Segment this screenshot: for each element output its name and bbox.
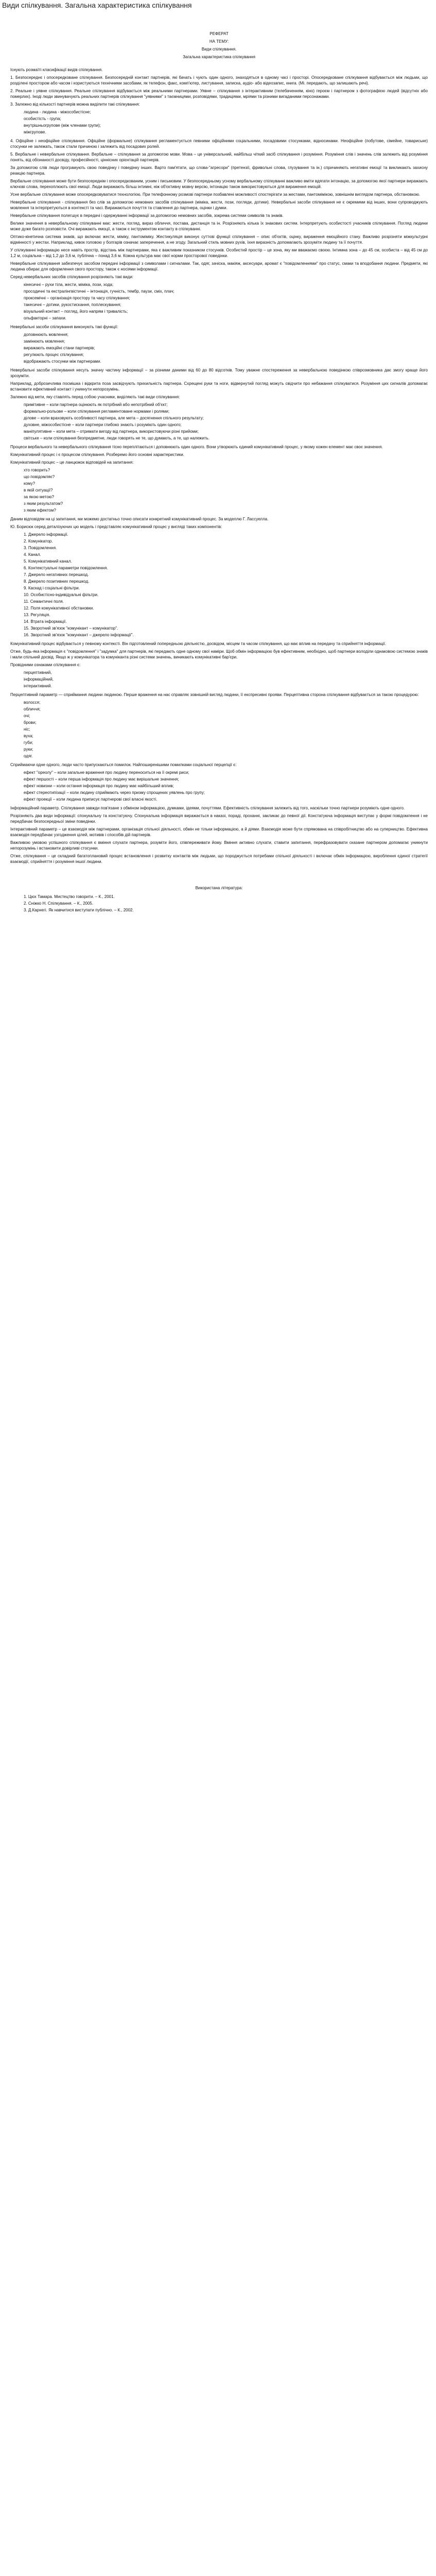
bullet-list [24, 467, 428, 513]
list-item: міжгрупове. [24, 130, 46, 134]
paragraph: 2. Реальне і уявне спілкування. Реальне спілкування відбувається між реальними партнерами. Уявне – спілкування з інтерактивним (телебаченням, кіно) героєм і партнером з фотографією людей (відсутніх або померлих). Іноді люди звинувачують реальних партнерів спілкування "уявними" з таємницями, розповідями, традиціями, мріями та різними вигаданими персонажами. [10, 89, 428, 99]
bullet-list [24, 670, 428, 689]
list-item: ефект проекції – коли людина приписує партнерові свої власні якості. [24, 797, 158, 802]
list-item: з яким ефектом? [24, 508, 56, 513]
bullet-list [24, 332, 428, 364]
literature-title: Використана література: [195, 886, 243, 890]
list-item: хто говорить? [24, 468, 50, 472]
list-item: ефект стереотипізації – коли людину сприймають через призму спрощених уявлень про групу; [24, 790, 205, 795]
list-item: очі; [24, 714, 30, 718]
list-item: виражають емоційні стани партнерів; [24, 346, 95, 350]
page-title: Види спілкування. Загальна характеристика спілкування [2, 1, 192, 9]
list-item: ефект новизни – коли остання інформація про людину має найбільший вплив; [24, 784, 174, 788]
list-item: 5. Комунікативний канал. [24, 559, 72, 564]
list-item: інформаційний, [24, 677, 54, 682]
paragraph: Отже, спілкування – це складний багатоплановий процес встановлення і розвитку контактів між людьми, що породжується потребами спільної діяльності і включає обмін інформацією, вироблення єдиної стратегії взаємодії, сприйняття і розуміння іншої людини. [10, 854, 428, 864]
list-item: 12. Поля комунікативної обстановки. [24, 606, 94, 611]
topic-subtitle: Загальна характеристика спілкування [183, 55, 255, 59]
paragraph: Комунікативний процес відбувається у певному контексті. Він підготовлений попередньою діяльністю, досвідом, місцем та часом спілкування, що має вплив на передачу та сприйняття інформації. [10, 641, 387, 646]
literature-item: 3. Д.Карнегі. Як навчитися виступати публічно. – К., 2002. [24, 908, 134, 912]
list-item: ніс; [24, 727, 30, 732]
list-item: ділове – коли враховують особливості партнера, але мета – досягнення спільного результату; [24, 416, 204, 420]
paragraph: Невербальне спілкування - спілкування без слів за допомогою немовних засобів спілкування (міміка, жести, пози, погляди, дотики). Невербальні засоби спілкування не є окремими від інших, вони супроводжують мовлення та інтерпретуються в контексті та часі. Виражаються почуття та ставлення до партнера, оцінки і думки. [10, 200, 428, 210]
paragraph: Невербальне спілкування полегшує в передачі і одержуванні інформації за допомогою немовних засобів, зокрема системи символів та знаків. [10, 213, 284, 218]
list-item: 6. Контекстуальні параметри повідомлення. [24, 566, 108, 570]
paragraph: Невербальні засоби спілкування несуть значну частину інформації – за різними даними від 60 до 80 відсотків. Тому уважне спостереження за невербальною поведінкою співрозмовника дає змогу краще його зрозуміти. [10, 368, 428, 378]
paragraph: Комунікативний процес і є процесом спілкування. Розберемо його основні характеристики. [10, 452, 184, 457]
paragraph: Інформаційний параметр. Спілкування завжди пов'язане з обміном інформацією, думками, ідеями, почуттями. Ефективність спілкування залежить від того, наскільки точно партнери розуміють одне одного. [10, 806, 405, 810]
literature-list [24, 894, 428, 913]
paragraph: Перцептивний параметр — сприймання людини людиною. Перше враження на нас справляє зовнішній вигляд людини, її експресивні прояви. Перцептивна сторона спілкування відбувається за такою процедурою: [10, 692, 419, 697]
bullet-list [24, 532, 428, 638]
paragraph: 4. Офіційне і неофіційне спілкування. Офіційне (формальне) спілкування регламентується певними офіційними соціальними, посадовими стосунками, відносинами. Неофіційне (побутове, сімейне, товариське) стосунки не залежать, також стали причиною і залежить від посадових ролей. [10, 139, 428, 149]
topic-label: НА ТЕМУ: [209, 39, 229, 44]
list-item: 3. Повідомлення. [24, 546, 57, 550]
paragraph: 3. Залежно від кількості партнерів можна виділити такі спілкування: [10, 102, 140, 107]
paragraph: Ю. Борисюк серед деталізуючих цю модель і представляє комунікативний процес у вигляді таких компонентів: [10, 524, 222, 529]
paragraph: Отже, будь-яка інформація є "повідомлення" і "задумка" для партнерів, які передають одне одному свої наміри. Щоб обмін інформацією був ефективним, необхідно, щоб партнери володіли однаковою системою знаків і мали спільний досвід. Якщо ж у комунікатора та комуніканта різні системи значень, виникають комунікативні бар'єри. [10, 649, 428, 659]
bullet-list [24, 402, 428, 441]
literature-item: 1. Цюх Тамара. Мистецтво говорити. – К., 2001. [24, 894, 115, 899]
list-item: духовне, міжособистісне – коли партнери глибоко знають і розуміють один одного; [24, 422, 182, 427]
list-item: руки; [24, 747, 33, 752]
list-item: з яким результатом? [24, 501, 63, 506]
paragraph: 5. Вербальне і невербальне спілкування. Вербальне – спілкування за допомогою мови. Мова – це універсальний, найбільш чіткий засіб спілкування і розуміння. Розуміння слів і значень слів залежить від розуміння понять, від обізнаності досвіду, професійності, ціннісних орієнтацій партнерів. [10, 152, 428, 162]
ref-label: РЕФЕРАТ [210, 31, 229, 36]
bullet-list [24, 282, 428, 321]
list-item: маніпулятивне – коли мета – отримати вигоду від партнера, використовуючи різні прийоми; [24, 429, 199, 434]
sections [10, 75, 428, 865]
list-item: формально-рольове – коли спілкування регламентоване нормами і ролями; [24, 409, 170, 414]
list-item: 2. Комунікатор. [24, 539, 53, 544]
list-item: замінюють мовлення; [24, 339, 65, 344]
paragraph: Серед невербальних засобів спілкування розрізняють такі види: [10, 275, 134, 279]
list-item: 13. Регуляція. [24, 613, 50, 617]
paragraph: Даним відповідям на ці запитання, ми можемо достатньо точно описати конкретний комунікативний процес. За моделлю Г. Лассуелла. [10, 517, 269, 521]
list-item: 1. Джерело інформації. [24, 532, 68, 537]
list-item: внутрішньогрупове (між членами групи); [24, 123, 101, 128]
literature-item: 2. Сніжко Н. Спілкування. – К., 2005. [24, 901, 94, 906]
list-item: кому? [24, 481, 36, 486]
paragraph: 1. Безпосереднє і опосередковане спілкування. Безпосередній контакт партнерів, які бачать і чують один одного, знаходяться в одному часі і просторі. Опосередковане спілкування відбувається між людьми, що розділені простором або часом і користуються технічними засобами, як телефон, факс, комп'ютер, листування, записка, аудіо- або відеозапис, книга. (Мі. передають, що залишають речі). [10, 75, 428, 86]
paragraph: Усне вербальне спілкування може опосередковуватися технологією. При телефонному розмові партнери позбавлені можливості спостерігати за жестами, пантомімікою, зовнішнім виглядом партнера, обстановкою. [10, 192, 421, 197]
paragraph: У спілкуванні інформацію несе навіть простір, відстань між партнерами, яка є важливим показником стосунків. Особистий простір – це зона, яку ми вважаємо своєю. Інтимна зона – до 45 см, особиста – від 45 см до 1,2 м, соціальна – від 1,2 до 3,6 м, публічна – понад 3,6 м. Кожна культура має свої норми просторової поведінки. [10, 248, 428, 258]
paragraph: Розрізняють два види інформації: спонукальну та констатуючу. Спонукальна інформація виражається в наказі, пораді, проханні, закликає до певної дії. Констатуюча інформація виступає у формі повідомлення і не передбачає безпосередньої зміни поведінки. [10, 814, 428, 824]
bullet-list [24, 109, 428, 135]
list-item: одяг. [24, 754, 33, 758]
list-item: кінесичні – рухи тіла, жести, міміка, пози, хода; [24, 282, 114, 287]
list-item: в якій ситуації? [24, 488, 53, 493]
list-item: 10. Особистісно-індивідуальні фільтри. [24, 592, 99, 597]
list-item: перцептивний, [24, 670, 52, 675]
list-item: що повідомляє? [24, 474, 55, 479]
paragraph: Вербальне спілкування може бути безпосереднім і опосередкованим, усним і письмовим. У безпосередньому усному вербальному спілкуванні важливо вміти вдягати інтонацію, за допомогою якої партнери виражають ключові слова, перехоплюють свої емоції. Люди виражають більш інтимні, ніж об'єктивну мовну версію, інтонацію також використовуються для вираження емоцій. [10, 179, 428, 189]
paragraph: Невербальне спілкування забезпечує засобом передачі інформації з символами і сигналами. Так, одяг, зачіска, макіяж, аксесуари, аромат є "повідомленнями" про статус, смаки та вподобання людини. Предмети, які людина обирає для оформлення свого простору, також є носіями інформації. [10, 261, 428, 272]
paragraph: Провідними ознаками спілкування є: [10, 663, 81, 667]
list-item: 14. Втрата інформації. [24, 619, 67, 624]
list-item: вуха; [24, 734, 33, 738]
list-item: 11. Семантичні поля. [24, 599, 64, 604]
paragraph: Невербальні засоби спілкування виконують такі функції: [10, 325, 118, 329]
paragraph: Наприклад, доброзичлива посмішка і відкрита поза засвідчують прихильність партнера. Схрещені руки та ноги, відвернутий погляд можуть свідчити про небажання спілкуватися. Розуміння цих сигналів допомагає встановити ефективний контакт і уникнути непорозумінь. [10, 381, 428, 392]
list-item: просодичні та екстралінгвістичні – інтонація, гучність, тембр, паузи, сміх, плач; [24, 289, 175, 294]
paragraph: За допомогою слів люди програмують свою поведінку і поведінку інших. Варто пам'ятати, що слова-"агресори" (претензії, фривольні слова, глузування та ін.) спричиняють негативні емоції та викликають захисну реакцію партнера. [10, 165, 428, 176]
bullet-list [24, 700, 428, 759]
list-item: обличчя; [24, 707, 41, 711]
paragraph: Оптико-кінетична система знаків, що включає жести, міміку, пантоміміку. Жестикуляція виконує суттєві функції спілкування – опис об'єктів, оцінку, вираження емоційного стану. Важливо розрізняти міжкультурні відмінності у жестах. Наприклад, кивок головою у болгарів означає заперечення, а не згоду. Загальний стиль мовних рухів, їхня виразність допомагають зрозуміти людину та її почуття. [10, 234, 428, 245]
list-item: відображають стосунки між партнерами. [24, 359, 101, 364]
bullet-list [24, 770, 428, 802]
list-item: візуальний контакт – погляд, його напрям і тривалість; [24, 309, 128, 314]
document-body [0, 31, 436, 937]
list-item: 7. Джерело негативних перешкод. [24, 572, 89, 577]
list-item: світське – коли спілкування безпредметне, люди говорять не те, що думають, а те, що належить. [24, 436, 210, 440]
list-item: ольфакторні – запахи. [24, 316, 66, 320]
paragraph: Процеси вербального та невербального спілкування тісно переплітаються і доповнюють один одного. Вони утворюють єдиний комунікативний процес, у якому кожен елемент має своє значення. [10, 445, 383, 449]
ref-header [10, 31, 428, 60]
list-item: регулюють процес спілкування; [24, 352, 84, 357]
list-item: 9. Каскад і соціальні фільтри. [24, 586, 80, 590]
list-item: за якою метою? [24, 495, 55, 499]
list-item: ефект першості – коли перша інформація про людину має вирішальне значення; [24, 777, 179, 782]
list-item: волосся; [24, 700, 41, 705]
paragraph: Інтерактивний параметр – це взаємодія між партнерами, організація спільної діяльності, обмін не тільки інформацією, а й діями. Взаємодія може бути спрямована на співробітництво або на суперництво. Ефективна взаємодія передбачає узгодження цілей, мотивів і способів дій партнерів. [10, 827, 428, 837]
list-item: примітивне – коли партнера оцінюють як потрібний або непотрібний об'єкт; [24, 402, 168, 407]
topic-title: Види спілкування. [201, 47, 237, 52]
list-item: 8. Джерело позитивних перешкод. [24, 579, 90, 584]
list-item: губи; [24, 740, 33, 745]
paragraph: Комунікативний процес – це ланцюжок відповідей на запитання: [10, 460, 134, 465]
list-item: такесичні – дотики, рукостискання, поплескування; [24, 302, 121, 307]
list-item: 15. Зворотний зв'язок "комунікант – комунікатор". [24, 626, 118, 631]
list-item: людина - людина - міжособистісне; [24, 110, 91, 114]
paragraph: Сприймаючи одне одного, люди часто припускаються помилок. Найпоширенішими помилками соціальної перцепції є: [10, 762, 237, 767]
list-item: брови; [24, 720, 37, 725]
intro-paragraph: Існують розмаїті класифікації видів спілкування. [10, 67, 103, 72]
paragraph: Велике значення в невербальному спілкуванні має: жести, погляд, вираз обличчя, постава, дистанція та ін. Розрізняють кілька їх знакових систем. Інтерпретують особистості учасників спілкування. Погляд людини може дуже багато розповісти. Очі виражають емоції, а також є інструментом контакту в спілкуванні. [10, 221, 428, 231]
list-item: доповнюють мовлення; [24, 332, 68, 337]
paragraph: Важливою умовою успішного спілкування є вміння слухати партнера, розуміти його, співпереживати йому. Вміння активно слухати, ставити запитання, перефразовувати сказане партнером допомагає уникнути непорозумінь і встановити довірливі стосунки. [10, 840, 428, 851]
list-item: ефект "ореолу" – коли загальне враження про людину переноситься на її окремі риси; [24, 770, 189, 775]
list-item: особистість - група; [24, 116, 61, 121]
list-item: проксемічні – організація простору та часу спілкування; [24, 296, 130, 300]
list-item: 4. Канал. [24, 552, 41, 557]
paragraph: Залежно від мети, яку ставлять перед собою учасники, виділяють такі види спілкування: [10, 395, 180, 399]
list-item: інтерактивний. [24, 684, 52, 688]
list-item: 16. Зворотний зв'язок "комунікант – джерело інформації". [24, 633, 134, 637]
